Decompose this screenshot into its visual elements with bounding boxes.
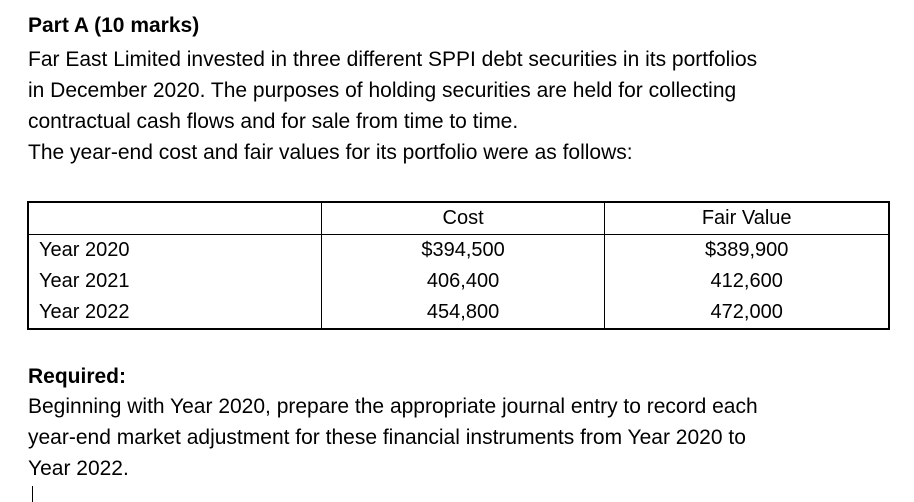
row-cost: 454,800 <box>321 297 605 329</box>
required-line: Year 2022. <box>28 457 129 480</box>
table-row <box>28 266 889 297</box>
header-cost: Cost <box>321 202 605 235</box>
intro-line: Far East Limited invested in three different SPPI debt securities in its portfolios <box>28 48 758 71</box>
question-part-a <box>28 12 898 168</box>
row-label: Year 2021 <box>28 266 321 297</box>
header-fair-value: Fair Value <box>605 202 889 235</box>
text-cursor <box>32 486 33 502</box>
row-label: Year 2020 <box>28 235 321 267</box>
table-header-row <box>28 202 889 235</box>
table-row <box>28 235 889 267</box>
row-label: Year 2022 <box>28 297 321 329</box>
intro-line: in December 2020. The purposes of holding securities are held for collecting <box>28 79 737 102</box>
cost-fair-value-table <box>27 201 890 330</box>
row-fair-value: $389,900 <box>605 235 889 267</box>
intro-paragraph <box>28 44 898 168</box>
required-line: Beginning with Year 2020, prepare the appropriate journal entry to record each <box>28 395 758 418</box>
required-section <box>28 363 898 484</box>
table-row <box>28 297 889 329</box>
part-heading: Part A (10 marks) <box>28 14 200 37</box>
required-paragraph <box>28 391 898 484</box>
row-fair-value: 412,600 <box>605 266 889 297</box>
intro-line: The year-end cost and fair values for its portfolio were as follows: <box>28 141 633 164</box>
row-cost: 406,400 <box>321 266 605 297</box>
required-title: Required: <box>28 365 127 388</box>
intro-line: contractual cash flows and for sale from time to time. <box>28 110 519 133</box>
required-line: year-end market adjustment for these financial instruments from Year 2020 to <box>28 426 746 449</box>
header-label-cell <box>28 202 321 235</box>
row-fair-value: 472,000 <box>605 297 889 329</box>
row-cost: $394,500 <box>321 235 605 267</box>
